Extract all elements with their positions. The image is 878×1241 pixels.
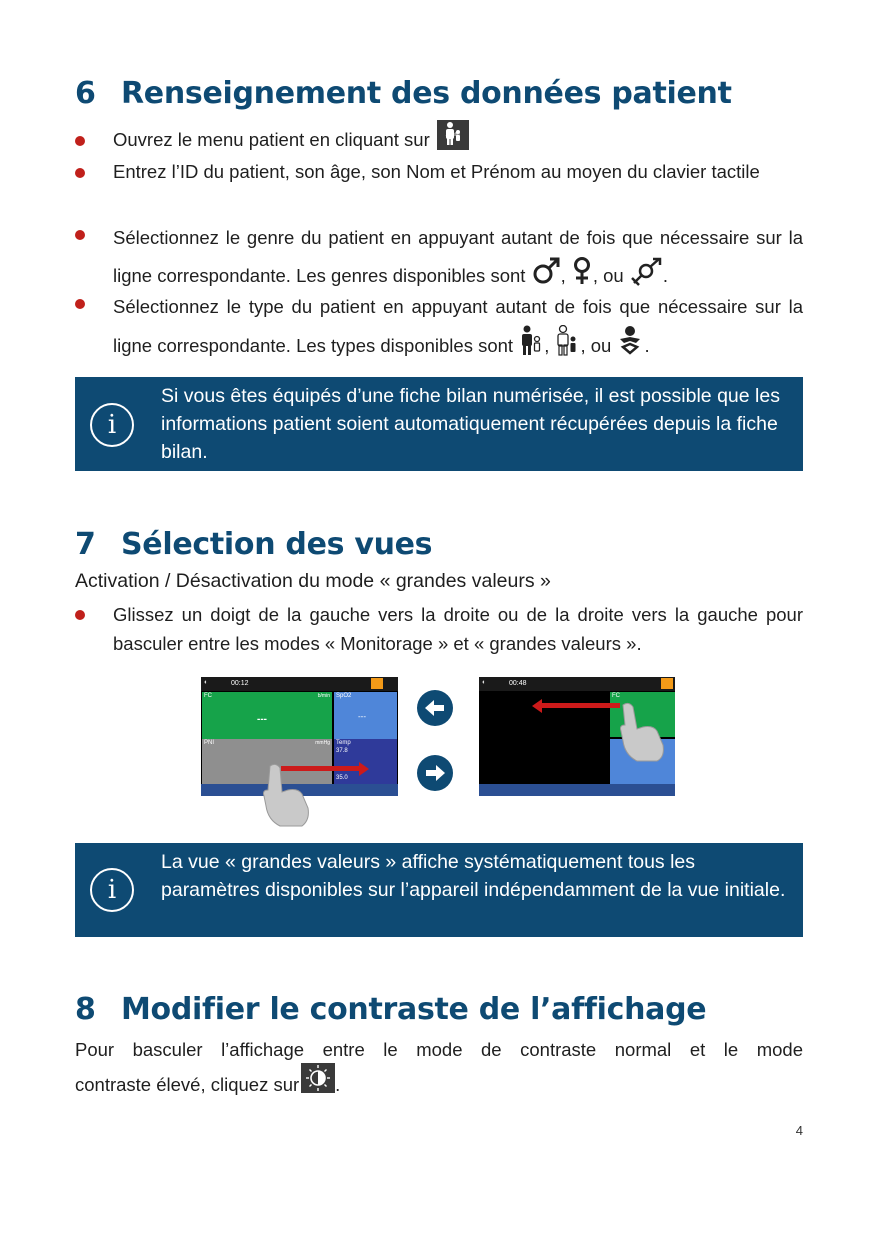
bullet-marker bbox=[75, 136, 85, 146]
subsection-title: Activation / Désactivation du mode « grandes valeurs » bbox=[75, 570, 551, 592]
contrast-text: contraste élevé, cliquez sur bbox=[75, 1074, 300, 1095]
info-icon: i bbox=[90, 403, 134, 447]
fc-unit: b/min bbox=[317, 693, 330, 699]
section-number: 6 bbox=[75, 76, 96, 111]
swipe-arrowhead bbox=[359, 762, 369, 776]
bullet-text: Sélectionnez le type du patient en appuyant autant de fois que nécessaire sur la ligne correspondante. Les types disponibles sont bbox=[113, 296, 803, 356]
separator: . bbox=[335, 1074, 341, 1095]
bullet-select-type bbox=[113, 288, 803, 369]
swipe-left-icon bbox=[417, 690, 453, 726]
bullet-text: Sélectionnez le genre du patient en appuyant autant de fois que nécessaire sur la ligne correspondante. Les genres disponibles sont bbox=[113, 227, 803, 286]
contrast-button-icon[interactable] bbox=[301, 1063, 335, 1093]
alarm-icon bbox=[371, 678, 383, 689]
section-number: 8 bbox=[75, 992, 96, 1027]
hand-gesture-icon bbox=[617, 701, 669, 763]
separator: . bbox=[644, 334, 650, 356]
bullet-marker bbox=[75, 230, 85, 240]
bullet-marker bbox=[75, 299, 85, 309]
timer-value: 00:12 bbox=[231, 680, 249, 687]
child-type-icon bbox=[554, 325, 580, 369]
section-7-heading bbox=[75, 527, 432, 562]
timer-value: 00:48 bbox=[509, 680, 527, 687]
infant-type-icon bbox=[616, 325, 644, 369]
contrast-icon: ◐ bbox=[204, 679, 209, 686]
hand-gesture-icon bbox=[258, 762, 318, 828]
bullet-select-gender bbox=[113, 219, 803, 298]
info-icon: i bbox=[90, 868, 134, 912]
swipe-arrowhead bbox=[532, 699, 542, 713]
bullet-enter-patient-id: Entrez l’ID du patient, son âge, son Nom et Prénom au moyen du clavier tactile bbox=[113, 161, 760, 182]
spo2-label: SpO2 bbox=[336, 693, 352, 699]
bullet-marker bbox=[75, 168, 85, 178]
bullet-open-patient-menu bbox=[113, 125, 803, 156]
spo2-dashes: --- bbox=[358, 712, 366, 721]
page-number: 4 bbox=[795, 1123, 803, 1138]
separator: , ou bbox=[592, 264, 624, 286]
top-bar bbox=[479, 677, 675, 691]
bullet-text: Ouvrez le menu patient en cliquant sur bbox=[113, 129, 430, 150]
fc-label: FC bbox=[204, 693, 212, 699]
temp-low: 35.0 bbox=[336, 775, 348, 781]
info-text: La vue « grandes valeurs » affiche systématiquement tous les paramètres disponibles sur l’appareil indépendamment de la vue initiale. bbox=[161, 851, 786, 901]
info-box-large-values bbox=[75, 843, 803, 937]
section-6-heading bbox=[75, 76, 732, 111]
info-text: Si vous êtes équipés d’une fiche bilan numérisée, il est possible que les informations patient soient automatiquement récupérées depuis la fiche bilan. bbox=[161, 385, 780, 463]
separator: , ou bbox=[580, 334, 612, 356]
bullet-swipe: Glissez un doigt de la gauche vers la droite ou de la droite vers la gauche pour basculer entre les modes « Monitorage » et « grandes valeurs ». bbox=[113, 604, 803, 654]
section-8-heading bbox=[75, 992, 706, 1027]
patient-icon-label: Adulte bbox=[445, 132, 460, 139]
separator: . bbox=[662, 264, 668, 286]
temp-value: 37.8 bbox=[336, 748, 348, 754]
fc-label: FC bbox=[612, 693, 620, 699]
top-bar bbox=[201, 677, 398, 691]
adult-type-icon bbox=[518, 325, 544, 369]
section-title: Renseignement des données patient bbox=[121, 76, 732, 111]
swipe-arrow-left bbox=[542, 703, 620, 708]
separator: , bbox=[544, 334, 550, 356]
contrast-text-line-2 bbox=[75, 1066, 803, 1104]
contrast-text-line-1: Pour basculer l’affichage entre le mode de contraste normal et le mode bbox=[75, 1039, 803, 1060]
section-number: 7 bbox=[75, 527, 96, 562]
contrast-icon: ◐ bbox=[482, 679, 487, 686]
bullet-marker bbox=[75, 610, 85, 620]
large-values-view-screenshot bbox=[479, 677, 675, 796]
pni-unit: mmHg bbox=[315, 740, 330, 746]
separator: , bbox=[560, 264, 566, 286]
patient-menu-icon[interactable] bbox=[437, 120, 469, 150]
bottom-bar bbox=[479, 784, 675, 796]
swipe-right-icon bbox=[417, 755, 453, 791]
section-title: Sélection des vues bbox=[121, 527, 433, 562]
fc-dashes: --- bbox=[257, 714, 267, 725]
info-box-patient-data bbox=[75, 377, 803, 471]
pni-label: PNI bbox=[204, 740, 215, 746]
alarm-icon bbox=[661, 678, 673, 689]
section-title: Modifier le contraste de l’affichage bbox=[121, 992, 707, 1027]
temp-label: Temp bbox=[336, 740, 351, 746]
